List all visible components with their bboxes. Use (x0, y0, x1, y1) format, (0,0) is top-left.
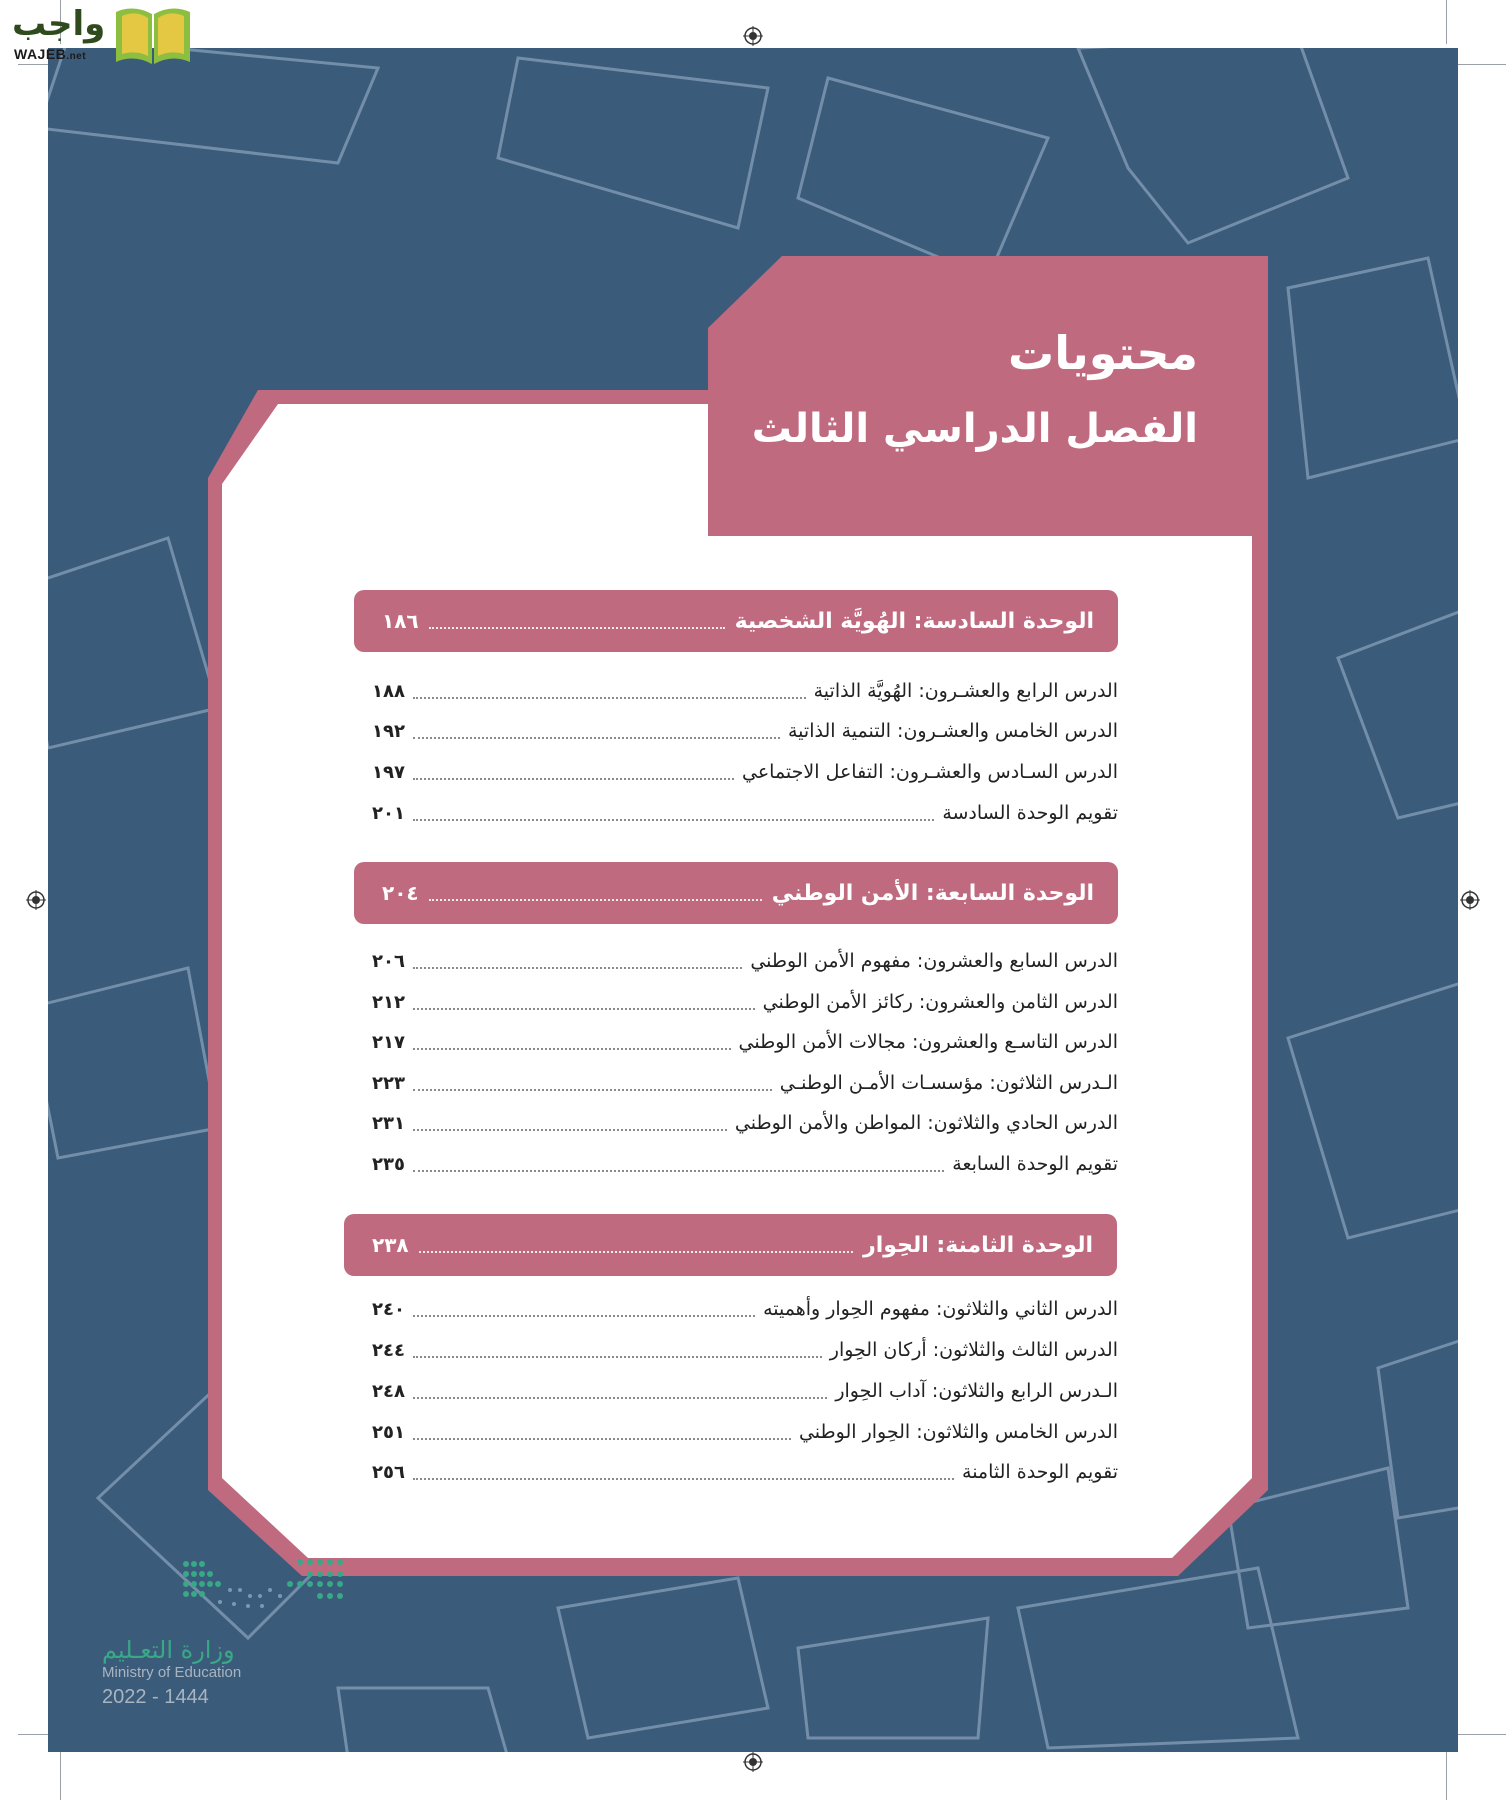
lesson-page-number: ٢٠٦ (372, 950, 405, 972)
lesson-title: الدرس السابع والعشرون: مفهوم الأمن الوطني (750, 950, 1118, 972)
registration-mark-icon (26, 890, 46, 910)
toc-row[interactable] (372, 1106, 1118, 1140)
lesson-title: الدرس الخامس والثلاثون: الحِوار الوطني (798, 1421, 1118, 1443)
lesson-page-number: ٢٤٠ (372, 1298, 405, 1320)
toc-row[interactable] (372, 1147, 1118, 1181)
open-book-icon (112, 4, 194, 66)
contents-title-block (708, 256, 1268, 536)
unit-page-number: ٢٠٤ (382, 881, 419, 905)
page-title: محتويات (1007, 326, 1198, 380)
unit-title: الوحدة السابعة: الأمن الوطني (771, 880, 1094, 906)
ministry-logo (100, 1556, 400, 1716)
toc-row[interactable] (372, 985, 1118, 1019)
unit-page-number: ١٨٦ (382, 609, 419, 633)
unit-7-header[interactable] (354, 862, 1118, 924)
ministry-name-english: Ministry of Education (102, 1664, 242, 1681)
toc-row[interactable] (372, 1066, 1118, 1100)
lesson-page-number: ١٨٨ (372, 680, 405, 702)
registration-mark-icon (743, 1752, 763, 1772)
lesson-title: الـدرس الرابع والثلاثون: آداب الحِوار (835, 1380, 1118, 1402)
lesson-title: الدرس الحادي والثلاثون: المواطن والأمن الوطني (734, 1112, 1118, 1134)
toc-row[interactable] (372, 755, 1118, 789)
lesson-title: تقويم الوحدة الثامنة (962, 1461, 1118, 1483)
lesson-page-number: ٢٣١ (372, 1112, 405, 1134)
lesson-page-number: ٢٤٤ (372, 1339, 405, 1361)
crop-mark (18, 1734, 48, 1735)
lesson-page-number: ١٩٢ (372, 720, 405, 742)
toc-row[interactable] (372, 1292, 1118, 1326)
lesson-page-number: ١٩٧ (372, 761, 405, 783)
site-logo[interactable] (10, 4, 190, 64)
leader-dots (429, 885, 762, 901)
unit-6-header[interactable] (354, 590, 1118, 652)
leader-dots (413, 1075, 772, 1091)
leader-dots (413, 683, 806, 699)
lesson-title: الدرس الثامن والعشرون: ركائز الأمن الوطني (762, 991, 1118, 1013)
leader-dots (413, 1115, 727, 1131)
lesson-title: الدرس الثاني والثلاثون: مفهوم الحِوار وأهميته (763, 1298, 1118, 1320)
leader-dots (413, 1156, 944, 1172)
crop-mark (18, 64, 48, 65)
leader-dots (429, 613, 725, 629)
lesson-page-number: ٢٣٥ (372, 1153, 405, 1175)
lesson-title: الدرس الخامس والعشـرون: التنمية الذاتية (788, 720, 1118, 742)
leader-dots (413, 994, 755, 1010)
toc-row[interactable] (372, 1455, 1118, 1489)
leader-dots (413, 1424, 791, 1440)
crop-mark (1458, 1734, 1506, 1735)
site-logo-arabic: واجب (12, 4, 106, 44)
ministry-name-arabic: وزارة التعـليم (102, 1636, 235, 1664)
lesson-page-number: ٢٠١ (372, 802, 405, 824)
edition-year: 2022 - 1444 (102, 1686, 209, 1708)
leader-dots (413, 1034, 731, 1050)
site-logo-latin: WAJEB.net (14, 46, 87, 62)
lesson-page-number: ٢٥٦ (372, 1461, 405, 1483)
crop-mark (60, 1752, 61, 1800)
leader-dots (413, 1383, 827, 1399)
leader-dots (413, 764, 734, 780)
lesson-title: الدرس الرابع والعشـرون: الهُويَّة الذاتية (813, 680, 1118, 702)
lesson-title: الدرس التاسـع والعشرون: مجالات الأمن الوطني (738, 1031, 1118, 1053)
lesson-page-number: ٢٤٨ (372, 1380, 405, 1402)
toc-row[interactable] (372, 1374, 1118, 1408)
page-subtitle: الفصل الدراسي الثالث (751, 406, 1198, 452)
toc-row[interactable] (372, 714, 1118, 748)
crop-mark (1446, 0, 1447, 44)
leader-dots (419, 1237, 853, 1253)
leader-dots (413, 1464, 954, 1480)
lesson-title: الدرس الثالث والثلاثون: أركان الحِوار (829, 1339, 1118, 1361)
registration-mark-icon (743, 26, 763, 46)
unit-page-number: ٢٣٨ (372, 1233, 409, 1257)
leader-dots (413, 723, 780, 739)
registration-mark-icon (1460, 890, 1480, 910)
unit-title: الوحدة السادسة: الهُويَّة الشخصية (734, 608, 1094, 634)
leader-dots (413, 1342, 822, 1358)
leader-dots (413, 805, 934, 821)
unit-8-header[interactable] (344, 1214, 1117, 1276)
unit-title: الوحدة الثامنة: الحِوار (863, 1232, 1093, 1258)
lesson-page-number: ٢١٧ (372, 1031, 405, 1053)
crop-mark (1446, 1752, 1447, 1800)
toc-row[interactable] (372, 1415, 1118, 1449)
toc-row[interactable] (372, 1333, 1118, 1367)
lesson-title: الـدرس الثلاثون: مؤسسـات الأمـن الوطنـي (779, 1072, 1118, 1094)
lesson-page-number: ٢٢٣ (372, 1072, 405, 1094)
lesson-page-number: ٢٥١ (372, 1421, 405, 1443)
lesson-title: تقويم الوحدة السابعة (952, 1153, 1118, 1175)
toc-row[interactable] (372, 796, 1118, 830)
leader-dots (413, 953, 742, 969)
toc-row[interactable] (372, 944, 1118, 978)
toc-row[interactable] (372, 674, 1118, 708)
toc-row[interactable] (372, 1025, 1118, 1059)
lesson-page-number: ٢١٢ (372, 991, 405, 1013)
crop-mark (1458, 64, 1506, 65)
lesson-title: تقويم الوحدة السادسة (942, 802, 1118, 824)
ministry-dots-icon (100, 1556, 360, 1626)
lesson-title: الدرس السـادس والعشـرون: التفاعل الاجتماعي (741, 761, 1118, 783)
leader-dots (413, 1301, 755, 1317)
